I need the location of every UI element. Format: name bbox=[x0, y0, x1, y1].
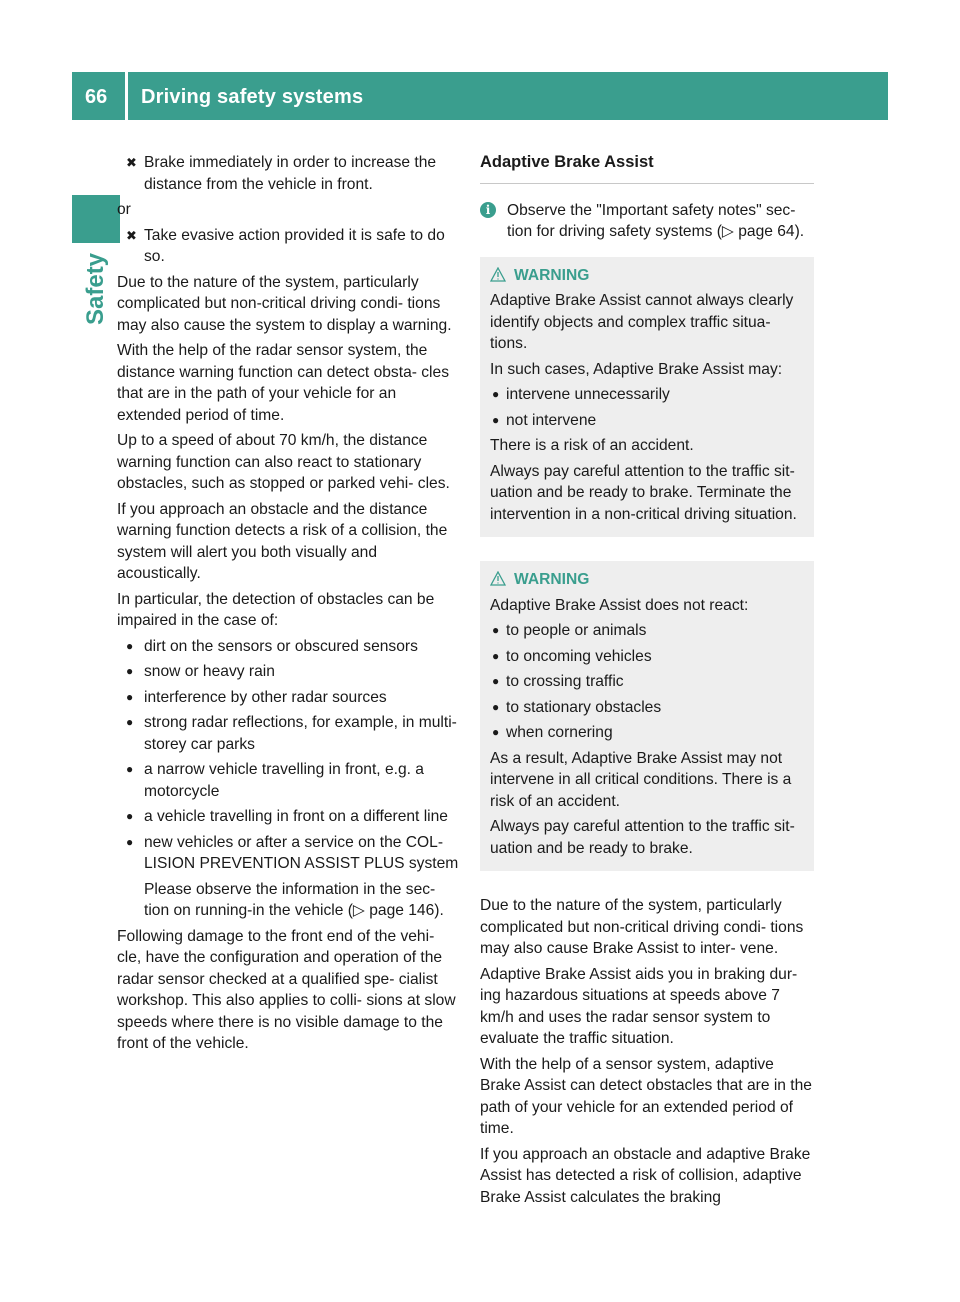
list-item: ● to oncoming vehicles bbox=[490, 646, 804, 668]
paragraph: Due to the nature of the system, particularly complicated but non-critical driving condi- tions may also cause Brake Assist to inter- vene. bbox=[480, 897, 804, 957]
paragraph: In particular, the detection of obstacles can be impaired in the case of: bbox=[117, 590, 435, 629]
list-item: ● to people or animals bbox=[490, 620, 804, 642]
step-evasive: ✖ Take evasive action provided it is safe to do so. bbox=[126, 226, 445, 265]
list-item: ● snow or heavy rain bbox=[117, 661, 462, 683]
paragraph: If you approach an obstacle and the distance warning function detects a risk of a collision, the system will alert you both visually and acoustically. bbox=[117, 500, 448, 582]
list-item: ● a vehicle travelling in front on a different line bbox=[117, 806, 462, 828]
info-icon: i bbox=[480, 202, 496, 218]
step-brake: ✖ Brake immediately in order to increase the distance from the vehicle in front. bbox=[126, 154, 437, 193]
list-item: ● a narrow vehicle travelling in front, e.g. a motorcycle bbox=[126, 761, 424, 800]
warning-text: Adaptive Brake Assist cannot always clearly identify objects and complex traffic situa- tions. bbox=[490, 292, 794, 352]
paragraph: With the help of a sensor system, adaptive Brake Assist can detect obstacles that are in the path of your vehicle for an extended period of time. bbox=[480, 1055, 812, 1137]
paragraph: Adaptive Brake Assist aids you in braking dur- ing hazardous situations at speeds above 7 km/h and uses the radar sensor system to evaluate the traffic situation. bbox=[480, 965, 798, 1047]
bullet-icon: ● bbox=[126, 715, 134, 729]
side-tab bbox=[72, 195, 120, 243]
bullet-icon: ● bbox=[126, 638, 134, 653]
list-item: ● dirt on the sensors or obscured sensors bbox=[117, 636, 462, 658]
list-item: ● interference by other radar sources bbox=[117, 687, 462, 709]
list-item: ● intervene unnecessarily bbox=[490, 384, 804, 406]
list-item: ● to stationary obstacles bbox=[490, 697, 804, 719]
header-divider bbox=[125, 72, 128, 120]
paragraph: If you approach an obstacle and adaptive Brake Assist has detected a risk of collision, adaptive Brake Assist calculates the braking bbox=[480, 1145, 811, 1206]
list-item: ● new vehicles or after a service on the COL- LISION PREVENTION ASSIST PLUS system bbox=[126, 833, 459, 872]
warning-triangle-icon bbox=[490, 267, 506, 282]
warning-box-1 bbox=[480, 257, 814, 538]
bullet-icon: ● bbox=[492, 725, 500, 739]
warning-text: Always pay careful attention to the traffic sit- uation and be ready to brake. Terminate the intervention in a non-critical driving situation. bbox=[490, 462, 797, 523]
bullet-icon: ● bbox=[492, 648, 500, 663]
paragraph: With the help of the radar sensor system, the distance warning function can detect obsta- cles that are in the path of your vehicle for an extended period of time. bbox=[117, 342, 449, 424]
bullet-note: Please observe the information in the sec- tion on running-in the vehicle (▷ page 146). bbox=[144, 880, 444, 919]
left-column bbox=[117, 152, 462, 1059]
warning-box-2 bbox=[480, 561, 814, 871]
warning-text: As a result, Adaptive Brake Assist may not intervene in all critical conditions. There is a risk of an accident. bbox=[490, 749, 792, 810]
warning-text: There is a risk of an accident. bbox=[490, 437, 694, 454]
step-arrow-icon: ✖ bbox=[126, 227, 137, 243]
paragraph: Up to a speed of about 70 km/h, the distance warning function can also react to stationary obstacles, such as stopped or parked vehi- cles. bbox=[117, 432, 450, 492]
bullet-icon: ● bbox=[126, 664, 134, 678]
side-label: Safety bbox=[82, 252, 109, 325]
step-arrow-icon: ✖ bbox=[126, 155, 137, 170]
paragraph: Due to the nature of the system, particularly complicated but non-critical driving condi- tions may also cause the system to display a warning. bbox=[117, 273, 452, 334]
section-title: Driving safety systems bbox=[141, 86, 364, 108]
heading-adaptive-brake-assist: Adaptive Brake Assist bbox=[480, 152, 814, 184]
warning-title: WARNING bbox=[490, 265, 804, 287]
bullet-icon: ● bbox=[126, 762, 134, 776]
bullet-icon: ● bbox=[492, 623, 500, 637]
warning-text: In such cases, Adaptive Brake Assist may: bbox=[490, 360, 783, 378]
warning-title: WARNING bbox=[490, 569, 804, 591]
bullet-icon: ● bbox=[492, 674, 500, 688]
list-item: ● when cornering bbox=[490, 722, 804, 744]
list-item: ● strong radar reflections, for example, in multi-storey car parks bbox=[126, 714, 457, 753]
warning-text: Adaptive Brake Assist does not react: bbox=[490, 596, 749, 614]
bullet-icon: ● bbox=[126, 834, 134, 849]
bullet-icon: ● bbox=[492, 699, 500, 714]
list-item: ● not intervene bbox=[490, 410, 804, 432]
right-column bbox=[480, 152, 814, 1212]
bullet-icon: ● bbox=[126, 689, 134, 704]
page-number: 66 bbox=[85, 86, 108, 108]
list-item: ● to crossing traffic bbox=[490, 671, 804, 693]
bullet-icon: ● bbox=[492, 412, 500, 427]
or-text: or bbox=[117, 201, 131, 218]
bullet-icon: ● bbox=[126, 809, 134, 823]
info-note: i Observe the "Important safety notes" sec- tion for driving safety systems (▷ page 64). bbox=[480, 200, 814, 243]
bullet-icon: ● bbox=[492, 387, 500, 401]
warning-text: Always pay careful attention to the traffic sit- uation and be ready to brake. bbox=[490, 818, 795, 857]
warning-triangle-icon bbox=[490, 571, 506, 586]
paragraph: Following damage to the front end of the vehi- cle, have the configuration and operation of the radar sensor checked at a qualified spe- cialist workshop. This also applies to colli- sions at slow speeds where there is no visible damage to the front of the vehicle. bbox=[117, 927, 456, 1052]
